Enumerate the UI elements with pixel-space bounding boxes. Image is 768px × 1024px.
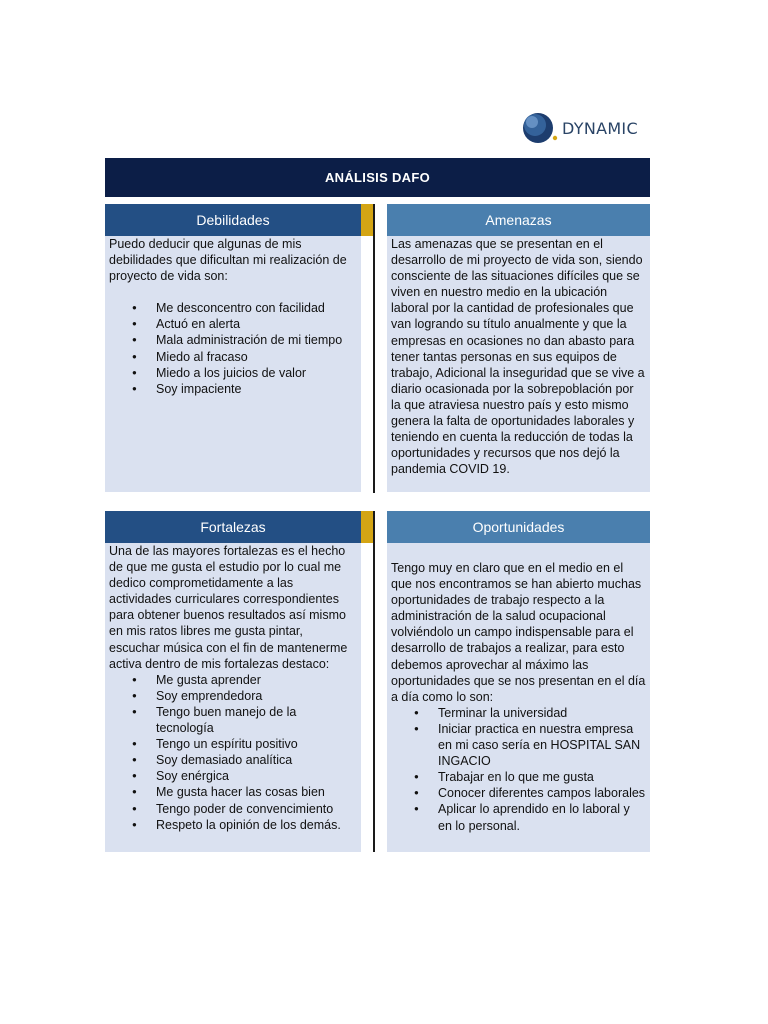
oportunidades-header: Oportunidades: [387, 511, 650, 543]
debilidades-list: [109, 300, 357, 397]
list-item: ● Mala administración de mi tiempo: [156, 332, 357, 348]
debilidades-header: Debilidades: [105, 204, 361, 236]
globe-logo-icon: [520, 110, 560, 146]
list-item: ● Me desconcentro con facilidad: [156, 300, 357, 316]
list-item: ● Me gusta hacer las cosas bien: [156, 784, 357, 800]
list-item: ● Soy enérgica: [156, 768, 357, 784]
amenazas-body: [387, 236, 650, 492]
list-item: ● Actuó en alerta: [156, 316, 357, 332]
list-item: ● Soy demasiado analítica: [156, 752, 357, 768]
list-item: ● Iniciar practica en nuestra empresa en mi caso sería en HOSPITAL SAN INGACIO: [438, 721, 646, 769]
list-item: ● Tengo buen manejo de la tecnología: [156, 704, 357, 736]
debilidades-body: [105, 236, 361, 492]
oportunidades-list: [391, 705, 646, 834]
company-logo: [520, 108, 650, 148]
list-item: ● Me gusta aprender: [156, 672, 357, 688]
oportunidades-body: [387, 543, 650, 852]
list-item: ● Miedo al fracaso: [156, 349, 357, 365]
list-item: ● Soy emprendedora: [156, 688, 357, 704]
list-item: ● Miedo a los juicios de valor: [156, 365, 357, 381]
list-item: ● Trabajar en lo que me gusta: [438, 769, 646, 785]
accent-bar: [361, 204, 373, 236]
logo-text: DYNAMIC: [562, 118, 638, 138]
fortalezas-list: [109, 672, 357, 833]
divider-line-bottom: [373, 511, 375, 852]
accent-bar: [361, 511, 373, 543]
debilidades-intro: Puedo deducir que algunas de mis debilidades que dificultan mi realización de proyecto de vida son:: [109, 237, 347, 284]
list-item: ● Terminar la universidad: [438, 705, 646, 721]
amenazas-text: Las amenazas que se presentan en el desarrollo de mi proyecto de vida son, siendo consciente de las situaciones difíciles que se viven en nuestro medio en la ubicación laboral por la cantidad de profesionales que van logrando su título anualmente y que la empresas en ocasiones no dan abasto para tener tantas personas en sus equipos de trabajo, Adicional la inseguridad que se vive a diario ocasionada por la sobrepoblación por la que atraviesa nuestro país y esto mismo genera la falta de oportunidades laborales y teniendo en cuenta la reducción de todas la oportunidades y recursos que nos dejó la pandemia COVID 19.: [391, 237, 645, 477]
fortalezas-intro: Una de las mayores fortalezas es el hecho de que me gusta el estudio por lo cual me dedico comprometidamente a las actividades curriculares correspondientes para obtener buenos resultados así mismo en mis ratos libres me gusta pintar, escuchar música con el fin de mantenerme activa dentro de mis fortalezas destaco:: [109, 544, 348, 671]
list-item: ● Soy impaciente: [156, 381, 357, 397]
oportunidades-intro: Tengo muy en claro que en el medio en el que nos encontramos se han abierto muchas oportunidades de trabajo respecto a la administración de la salud ocupacional volviéndolo un campo indispensable para el desarrollo de trabajos a realizar, para esto debemos aprovechar al máximo las oportunidades que se nos presentan en el día a día como lo son:: [391, 561, 646, 704]
fortalezas-body: [105, 543, 361, 852]
list-item: ● Tengo poder de convencimiento: [156, 801, 357, 817]
fortalezas-header: Fortalezas: [105, 511, 361, 543]
amenazas-header: Amenazas: [387, 204, 650, 236]
list-item: ● Conocer diferentes campos laborales: [438, 785, 646, 801]
page-title: ANÁLISIS DAFO: [105, 158, 650, 197]
divider-line-top: [373, 204, 375, 493]
list-item: ● Tengo un espíritu positivo: [156, 736, 357, 752]
list-item: ● Aplicar lo aprendido en lo laboral y en lo personal.: [438, 801, 646, 833]
list-item: ● Respeto la opinión de los demás.: [156, 817, 357, 833]
